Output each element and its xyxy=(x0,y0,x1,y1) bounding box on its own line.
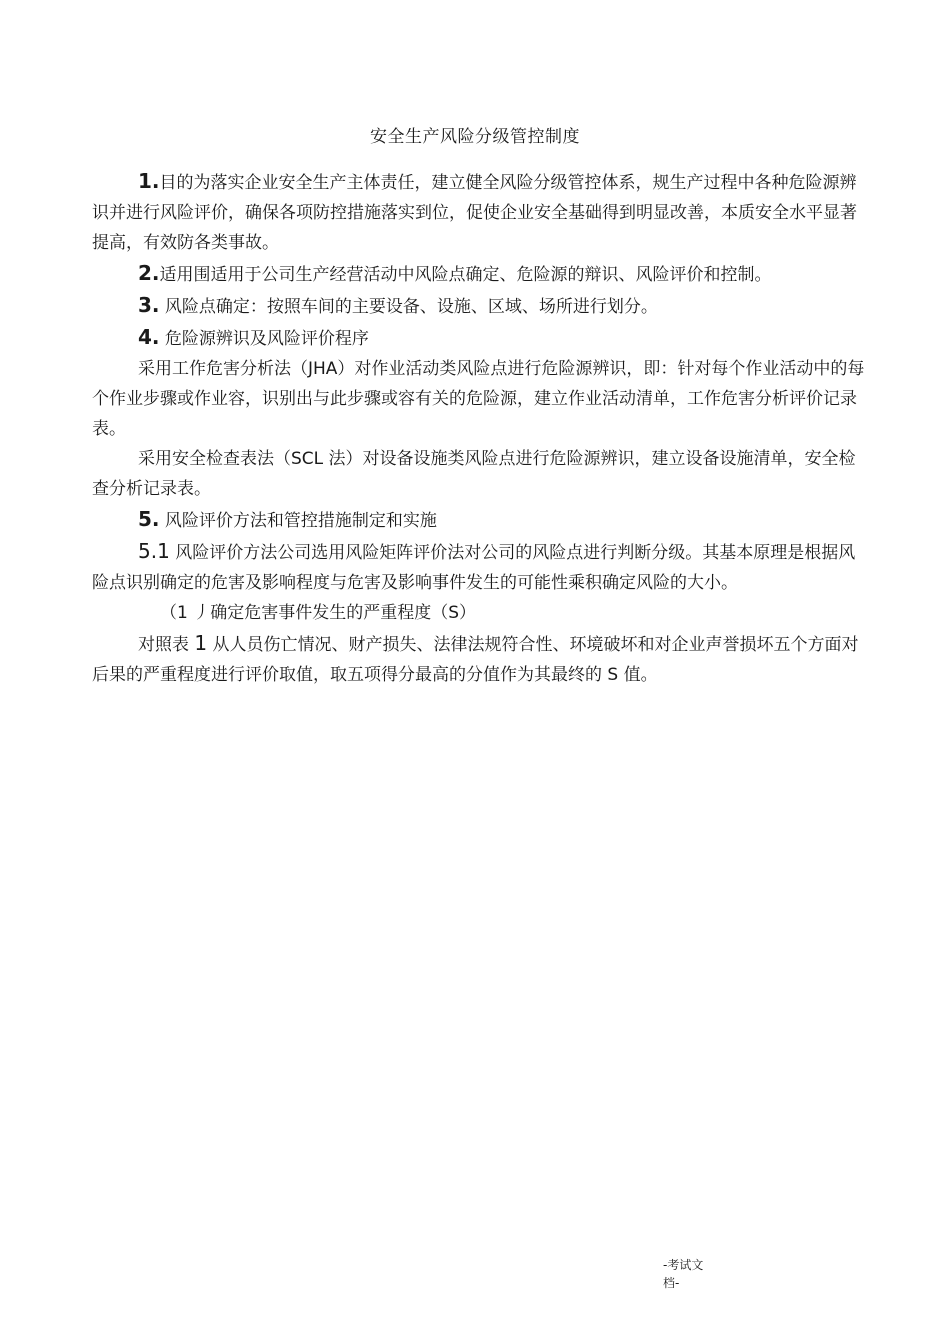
table-reference-number: 1 xyxy=(194,631,208,655)
document-body xyxy=(92,166,872,690)
section-number: 5. xyxy=(138,507,160,531)
paragraph-text: 危险源辨识及风险评价程序 xyxy=(159,329,369,349)
paragraph-text: 对照表 xyxy=(138,635,195,655)
footer-line: 档- xyxy=(663,1276,680,1290)
section-number: 4. xyxy=(138,325,160,349)
section-number: 2. xyxy=(138,261,160,285)
page-footer xyxy=(663,1256,723,1292)
paragraph-text: 适用围适用于公司生产经营活动中风险点确定、危险源的辩识、风险评价和控制。 xyxy=(159,265,772,285)
paragraph-hazard-procedure xyxy=(92,322,872,354)
paragraph-scl: 采用安全检查表法（SCL 法）对设备设施类风险点进行危险源辨识，建立设备设施清单，安全检查分析记录表。 xyxy=(92,449,856,499)
section-number: 1. xyxy=(138,169,160,193)
paragraph-scope xyxy=(92,258,872,290)
paragraph-evaluation-methods xyxy=(92,504,872,536)
paragraph-risk-points xyxy=(92,290,872,322)
paragraph-text: 风险评价方法和管控措施制定和实施 xyxy=(159,511,437,531)
paragraph-text: 目的为落实企业安全生产主体责任，建立健全风险分级管控体系，规生产过程中各种危险源辨识并进行风险评价，确保各项防控措施落实到位，促使企业安全基础得到明显改善，本质安全水平显著提高，有效防各类事故。 xyxy=(92,173,857,253)
paragraph-severity-heading: （1 丿确定危害事件发生的严重程度（S） xyxy=(160,603,477,623)
paragraph-text: 风险评价方法公司选用风险矩阵评价法对公司的风险点进行判断分级。其基本原理是根据风险点识别确定的危害及影响程度与危害及影响事件发生的可能性乘积确定风险的大小。 xyxy=(92,543,856,593)
paragraph-risk-matrix xyxy=(92,536,872,598)
paragraph-jha: 采用工作危害分析法（JHA）对作业活动类风险点进行危险源辨识，即：针对每个作业活动中的每个作业步骤或作业容，识别出与此步骤或容有关的危险源，建立作业活动清单，工作危害分析评价记录表。 xyxy=(92,359,865,439)
document-title: 安全生产风险分级管控制度 xyxy=(370,127,580,147)
paragraph-severity-criteria xyxy=(92,628,872,690)
paragraph-purpose xyxy=(92,166,872,258)
section-number: 5.1 xyxy=(138,539,170,563)
section-number: 3. xyxy=(138,293,160,317)
paragraph-text: 风险点确定：按照车间的主要设备、设施、区域、场所进行划分。 xyxy=(159,297,658,317)
footer-line: -考试文 xyxy=(663,1258,704,1272)
paragraph-text: 从人员伤亡情况、财产损失、法律法规符合性、环境破坏和对企业声誉损坏五个方面对后果的严重程度进行评价取值，取五项得分最高的分值作为其最终的 S 值。 xyxy=(92,635,859,685)
